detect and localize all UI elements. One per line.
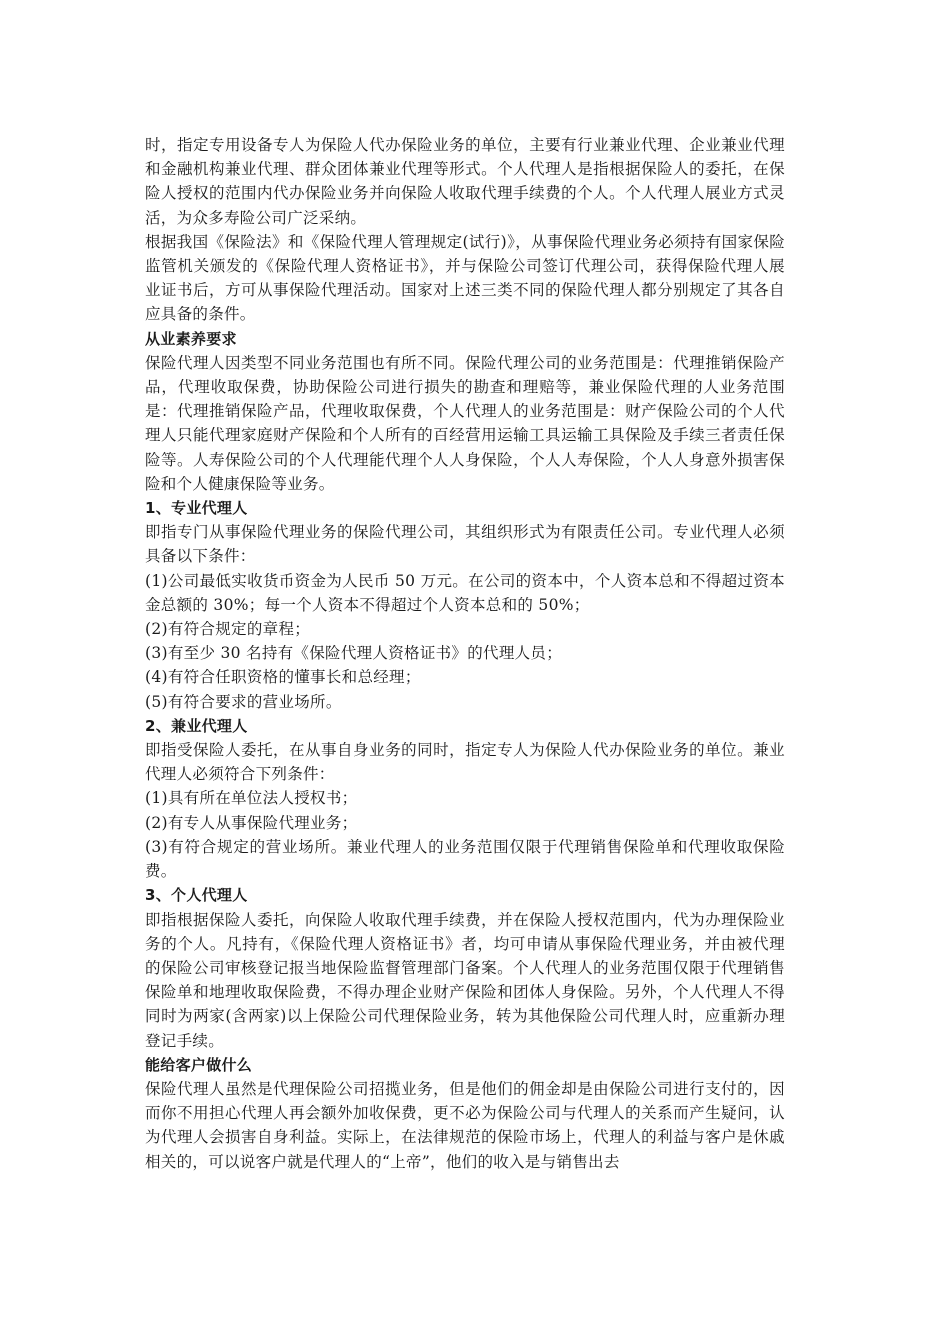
section-heading: 从业素养要求 [145, 329, 237, 348]
list-item: (5)有符合要求的营业场所。 [145, 692, 342, 711]
paragraph: 即指专门从事保险代理业务的保险代理公司，其组织形式为有限责任公司。专业代理人必须具备以下条件： [145, 523, 785, 566]
list-item: (2)有专人从事保险代理业务； [145, 813, 358, 832]
list-item: (3)有至少 30 名持有《保险代理人资格证书》的代理人员； [145, 644, 563, 663]
section-heading: 2、兼业代理人 [145, 716, 248, 735]
section-heading: 能给客户做什么 [145, 1055, 253, 1074]
paragraph: 即指受保险人委托，在从事自身业务的同时，指定专人为保险人代办保险业务的单位。兼业代理人必须符合下列条件： [145, 741, 785, 784]
list-item: (1)具有所在单位法人授权书； [145, 789, 358, 808]
list-item: (4)有符合任职资格的懂事长和总经理； [145, 668, 421, 687]
document-body [145, 133, 785, 1174]
paragraph: 时，指定专用设备专人为保险人代办保险业务的单位，主要有行业兼业代理、企业兼业代理和金融机构兼业代理、群众团体兼业代理等形式。个人代理人是指根据保险人的委托，在保险人授权的范围内代办保险业务并向保险人收取代理手续费的个人。个人代理人展业方式灵活，为众多寿险公司广泛采纳。 [145, 136, 785, 227]
paragraph: 即指根据保险人委托，向保险人收取代理手续费，并在保险人授权范围内，代为办理保险业务的个人。凡持有，《保险代理人资格证书》者，均可申请从事保险代理业务，并由被代理的保险公司审核登记报当地保险监督管理部门备案。个人代理人的业务范围仅限于代理销售保险单和地理收取保险费，不得办理企业财产保险和团体人身保险。另外，个人代理人不得同时为两家(含两家)以上保险公司代理保险业务，转为其他保险公司代理人时，应重新办理登记手续。 [145, 910, 785, 1050]
paragraph: 保险代理人虽然是代理保险公司招揽业务，但是他们的佣金却是由保险公司进行支付的，因而你不用担心代理人再会额外加收保费，更不必为保险公司与代理人的关系而产生疑问，认为代理人会损害自身利益。实际上，在法律规范的保险市场上，代理人的利益与客户是休戚相关的，可以说客户就是代理人的“上帝”，他们的收入是与销售出去 [145, 1079, 785, 1171]
list-item: (1)公司最低实收货币资金为人民币 50 万元。在公司的资本中，个人资本总和不得超过资本金总额的 30%；每一个人资本不得超过个人资本总和的 50%； [145, 571, 785, 614]
list-item: (2)有符合规定的章程； [145, 620, 311, 639]
list-item: (3)有符合规定的营业场所。兼业代理人的业务范围仅限于代理销售保险单和代理收取保险费。 [145, 837, 785, 881]
paragraph: 保险代理人因类型不同业务范围也有所不同。保险代理公司的业务范围是：代理推销保险产品，代理收取保费，协助保险公司进行损失的勘查和理赔等，兼业保险代理的人业务范围是：代理推销保险产品，代理收取保费，个人代理人的业务范围是：财产保险公司的个人代理人只能代理家庭财产保险和个人所有的百经营用运输工具运输工具保险及手续三者责任保险等。人寿保险公司的个人代理能代理个人人身保险，个人人寿保险，个人人身意外损害保险和个人健康保险等业务。 [145, 353, 785, 493]
section-heading: 1、专业代理人 [145, 499, 248, 518]
section-heading: 3、个人代理人 [145, 886, 248, 905]
paragraph: 根据我国《保险法》和《保险代理人管理规定(试行)》，从事保险代理业务必须持有国家保险监管机关颁发的《保险代理人资格证书》，并与保险公司签订代理公司，获得保险代理人展业证书后，方可从事保险代理活动。国家对上述三类不同的保险代理人都分别规定了其各自应具备的条件。 [145, 232, 785, 324]
